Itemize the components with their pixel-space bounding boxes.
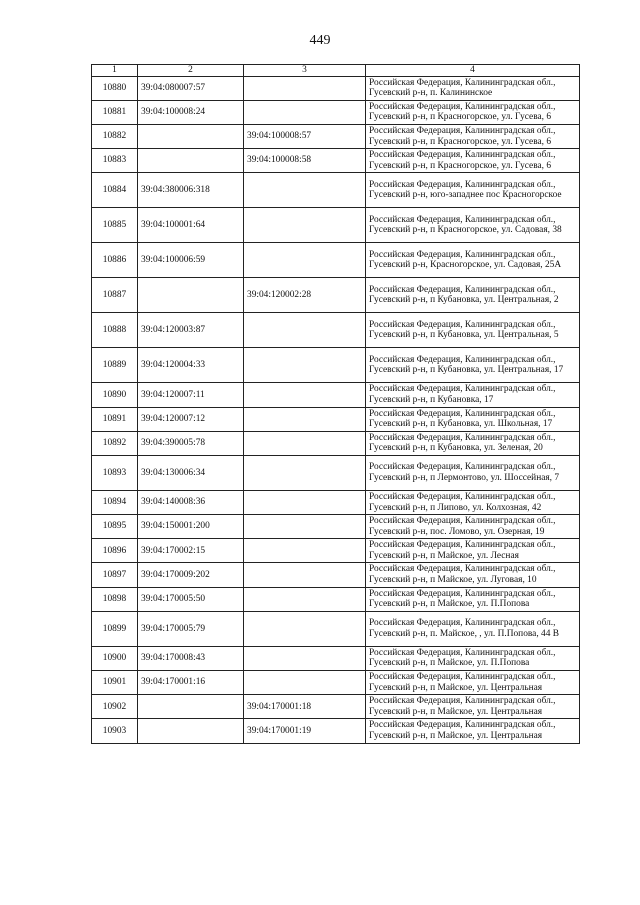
cadastral-number: 39:04:130006:34 <box>138 455 244 490</box>
cadastral-number: 39:04:080007:57 <box>138 76 244 100</box>
address: Российская Федерация, Калининградская обл., Гусевский р-н, п Кубановка, ул. Центральная, 5 <box>366 313 580 348</box>
cadastral-number-alt <box>244 431 366 455</box>
table-row <box>92 243 580 278</box>
row-number: 10902 <box>92 695 138 719</box>
cadastral-number <box>138 278 244 313</box>
table-row <box>92 719 580 743</box>
table-row <box>92 515 580 539</box>
cadastral-number: 39:04:170002:15 <box>138 539 244 563</box>
cadastral-number: 39:04:140008:36 <box>138 490 244 514</box>
row-number: 10891 <box>92 407 138 431</box>
cadastral-number: 39:04:170001:16 <box>138 671 244 695</box>
registry-table <box>91 64 580 744</box>
address: Российская Федерация, Калининградская обл., Гусевский р-н, п Майское, ул. Лесная <box>366 539 580 563</box>
cadastral-number: 39:04:170008:43 <box>138 646 244 670</box>
table-row <box>92 671 580 695</box>
row-number: 10882 <box>92 124 138 148</box>
cadastral-number-alt <box>244 173 366 208</box>
cadastral-number: 39:04:120004:33 <box>138 348 244 383</box>
table-header-row <box>92 65 580 77</box>
address: Российская Федерация, Калининградская обл., Гусевский р-н, п Кубановка, 17 <box>366 383 580 407</box>
cadastral-number: 39:04:100001:64 <box>138 208 244 243</box>
address: Российская Федерация, Калининградская обл., Гусевский р-н, п Красногорское, ул. Гусева, 6 <box>366 100 580 124</box>
cadastral-number-alt <box>244 671 366 695</box>
page-number: 449 <box>309 33 331 48</box>
row-number: 10884 <box>92 173 138 208</box>
row-number: 10903 <box>92 719 138 743</box>
address: Российская Федерация, Калининградская обл., Гусевский р-н, п Майское, ул. Центральная <box>366 719 580 743</box>
address: Российская Федерация, Калининградская обл., Гусевский р-н, п Майское, ул. Центральная <box>366 695 580 719</box>
address: Российская Федерация, Калининградская обл., Гусевский р-н, п Майское, ул. П.Попова <box>366 646 580 670</box>
cadastral-number-alt <box>244 313 366 348</box>
table-row <box>92 278 580 313</box>
cadastral-number-alt <box>244 100 366 124</box>
row-number: 10880 <box>92 76 138 100</box>
cadastral-number: 39:04:100008:24 <box>138 100 244 124</box>
address: Российская Федерация, Калининградская обл., Гусевский р-н, п. Майское, , ул. П.Попова, 44 В <box>366 611 580 646</box>
address: Российская Федерация, Калининградская обл., Гусевский р-н, п Красногорское, ул. Гусева, 6 <box>366 149 580 173</box>
column-header-1: 1 <box>92 65 138 77</box>
cadastral-number <box>138 719 244 743</box>
row-number: 10881 <box>92 100 138 124</box>
row-number: 10898 <box>92 587 138 611</box>
row-number: 10894 <box>92 490 138 514</box>
cadastral-number-alt: 39:04:170001:19 <box>244 719 366 743</box>
cadastral-number-alt <box>244 383 366 407</box>
address: Российская Федерация, Калининградская обл., Гусевский р-н, п. Калининское <box>366 76 580 100</box>
cadastral-number-alt: 39:04:100008:58 <box>244 149 366 173</box>
address: Российская Федерация, Калининградская обл., Гусевский р-н, п Кубановка, ул. Зеленая, 20 <box>366 431 580 455</box>
cadastral-number: 39:04:170009:202 <box>138 563 244 587</box>
cadastral-number <box>138 124 244 148</box>
address: Российская Федерация, Калининградская обл., Гусевский р-н, п Лермонтово, ул. Шоссейная, 7 <box>366 455 580 490</box>
table-row <box>92 407 580 431</box>
cadastral-number-alt <box>244 407 366 431</box>
address: Российская Федерация, Калининградская обл., Гусевский р-н, п Кубановка, ул. Школьная, 17 <box>366 407 580 431</box>
table-row <box>92 100 580 124</box>
cadastral-number-alt <box>244 563 366 587</box>
row-number: 10887 <box>92 278 138 313</box>
cadastral-number-alt: 39:04:170001:18 <box>244 695 366 719</box>
cadastral-number: 39:04:380006:318 <box>138 173 244 208</box>
row-number: 10896 <box>92 539 138 563</box>
table-row <box>92 348 580 383</box>
address: Российская Федерация, Калининградская обл., Гусевский р-н, пос. Ломово, ул. Озерная, 19 <box>366 515 580 539</box>
table-row <box>92 383 580 407</box>
row-number: 10892 <box>92 431 138 455</box>
row-number: 10888 <box>92 313 138 348</box>
cadastral-number-alt <box>244 348 366 383</box>
cadastral-number <box>138 695 244 719</box>
address: Российская Федерация, Калининградская обл., Гусевский р-н, п Майское, ул. Центральная <box>366 671 580 695</box>
row-number: 10899 <box>92 611 138 646</box>
cadastral-number: 39:04:390005:78 <box>138 431 244 455</box>
cadastral-number-alt <box>244 490 366 514</box>
cadastral-number-alt: 39:04:100008:57 <box>244 124 366 148</box>
address: Российская Федерация, Калининградская обл., Гусевский р-н, п Кубановка, ул. Центральная, 2 <box>366 278 580 313</box>
row-number: 10895 <box>92 515 138 539</box>
table-row <box>92 563 580 587</box>
cadastral-number-alt <box>244 515 366 539</box>
table-row <box>92 173 580 208</box>
column-header-4: 4 <box>366 65 580 77</box>
cadastral-number-alt <box>244 76 366 100</box>
address: Российская Федерация, Калининградская обл., Гусевский р-н, п Липово, ул. Колхозная, 42 <box>366 490 580 514</box>
row-number: 10886 <box>92 243 138 278</box>
table-row <box>92 431 580 455</box>
cadastral-number: 39:04:120007:11 <box>138 383 244 407</box>
table-row <box>92 539 580 563</box>
table-row <box>92 208 580 243</box>
cadastral-number-alt <box>244 539 366 563</box>
cadastral-number-alt <box>244 646 366 670</box>
cadastral-number: 39:04:150001:200 <box>138 515 244 539</box>
cadastral-number: 39:04:120003:87 <box>138 313 244 348</box>
row-number: 10883 <box>92 149 138 173</box>
address: Российская Федерация, Калининградская обл., Гусевский р-н, п Красногорское, ул. Гусева, 6 <box>366 124 580 148</box>
row-number: 10900 <box>92 646 138 670</box>
column-header-2: 2 <box>138 65 244 77</box>
table-row <box>92 695 580 719</box>
cadastral-number-alt <box>244 587 366 611</box>
address: Российская Федерация, Калининградская обл., Гусевский р-н, п Майское, ул. П.Попова <box>366 587 580 611</box>
table-row <box>92 490 580 514</box>
address: Российская Федерация, Калининградская обл., Гусевский р-н, п Красногорское, ул. Садовая, 38 <box>366 208 580 243</box>
table-row <box>92 149 580 173</box>
column-header-3: 3 <box>244 65 366 77</box>
table-row <box>92 455 580 490</box>
cadastral-number-alt <box>244 611 366 646</box>
table-row <box>92 124 580 148</box>
row-number: 10890 <box>92 383 138 407</box>
cadastral-number-alt <box>244 455 366 490</box>
cadastral-number-alt <box>244 243 366 278</box>
address: Российская Федерация, Калининградская обл., Гусевский р-н, п Майское, ул. Луговая, 10 <box>366 563 580 587</box>
cadastral-number: 39:04:170005:50 <box>138 587 244 611</box>
row-number: 10893 <box>92 455 138 490</box>
address: Российская Федерация, Калининградская обл., Гусевский р-н, юго-западнее пос Красногорское <box>366 173 580 208</box>
cadastral-number: 39:04:120007:12 <box>138 407 244 431</box>
table-row <box>92 587 580 611</box>
cadastral-number: 39:04:100006:59 <box>138 243 244 278</box>
address: Российская Федерация, Калининградская обл., Гусевский р-н, п Кубановка, ул. Центральная, 17 <box>366 348 580 383</box>
row-number: 10885 <box>92 208 138 243</box>
row-number: 10889 <box>92 348 138 383</box>
cadastral-number <box>138 149 244 173</box>
table-row <box>92 611 580 646</box>
cadastral-number-alt <box>244 208 366 243</box>
table-row <box>92 76 580 100</box>
table-row <box>92 646 580 670</box>
cadastral-number: 39:04:170005:79 <box>138 611 244 646</box>
address: Российская Федерация, Калининградская обл., Гусевский р-н, Красногорское, ул. Садовая, 25А <box>366 243 580 278</box>
row-number: 10897 <box>92 563 138 587</box>
cadastral-number-alt: 39:04:120002:28 <box>244 278 366 313</box>
table-row <box>92 313 580 348</box>
row-number: 10901 <box>92 671 138 695</box>
